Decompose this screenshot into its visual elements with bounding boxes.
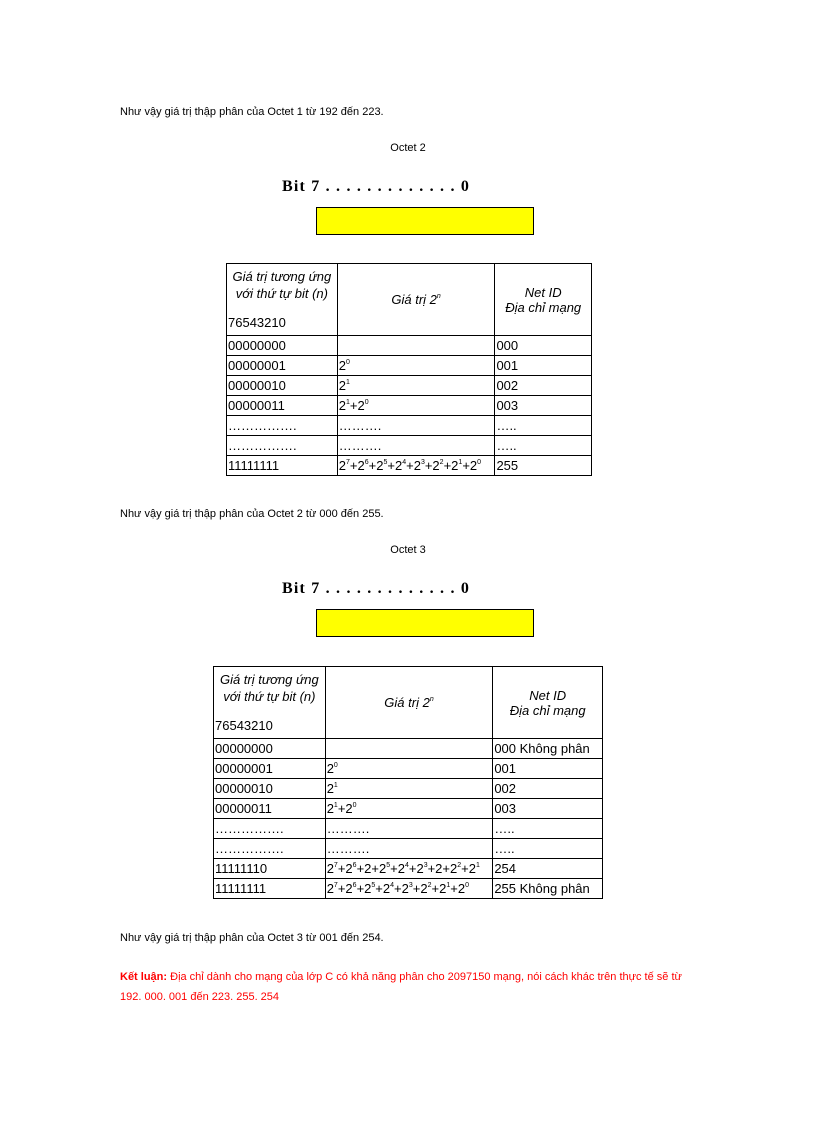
power-value-cell <box>337 336 495 356</box>
power-value-cell: $2^0$ <box>325 759 493 779</box>
net-id-cell: 254 <box>493 859 603 879</box>
bit-pattern-cell: 00000010 <box>214 779 326 799</box>
header-bit-pattern: 76543210 <box>215 718 273 733</box>
octet2-yellow-box <box>316 207 534 235</box>
conclusion <box>120 967 700 1007</box>
net-id-cell: 003 <box>495 396 592 416</box>
net-id-cell: ….. <box>493 819 603 839</box>
octet3-yellow-box <box>316 609 534 637</box>
net-id-cell: 001 <box>495 356 592 376</box>
power-value-cell: $2^1+2^0$ <box>325 799 493 819</box>
table-row <box>214 759 603 779</box>
header-net-id <box>495 264 592 336</box>
bit-pattern-cell: ……………. <box>214 839 326 859</box>
bit-pattern-cell: 00000011 <box>227 396 338 416</box>
net-id-cell: 000 <box>495 336 592 356</box>
table-header-row <box>214 667 603 739</box>
power-value-cell: $2^0$ <box>337 356 495 376</box>
bit-pattern-cell: 00000000 <box>227 336 338 356</box>
header-power-value <box>325 667 493 739</box>
octet2-bit-label: Bit 7 . . . . . . . . . . . . . 0 <box>282 178 471 195</box>
header-power-base: Giá trị 2 <box>384 695 430 710</box>
power-value-cell <box>325 739 493 759</box>
table-row <box>227 456 592 476</box>
bit-pattern-cell: 11111111 <box>214 879 326 899</box>
power-value-cell: ………. <box>325 819 493 839</box>
power-value-cell: $2^1+2^0$ <box>337 396 495 416</box>
power-value-cell: $2^1$ <box>325 779 493 799</box>
header-power-sup: n <box>429 696 434 703</box>
table-row <box>227 356 592 376</box>
net-id-cell: 003 <box>493 799 603 819</box>
table-row <box>227 416 592 436</box>
table-row <box>214 859 603 879</box>
power-value-cell: ………. <box>337 416 495 436</box>
bit-pattern-cell: 00000001 <box>214 759 326 779</box>
table-row <box>227 396 592 416</box>
header-power-value <box>337 264 495 336</box>
net-id-cell: 002 <box>495 376 592 396</box>
power-value-cell: ………. <box>325 839 493 859</box>
table-row <box>214 839 603 859</box>
net-id-cell: 002 <box>493 779 603 799</box>
power-value-cell: $2^7+2^6+2^5+2^4+2^3+2^2+2^1+2^0$ <box>337 456 495 476</box>
table-row <box>214 779 603 799</box>
bit-pattern-cell: ……………. <box>227 416 338 436</box>
octet2-table <box>226 263 592 476</box>
octet2-title: Octet 2 <box>390 142 426 154</box>
conclusion-text: Địa chỉ dành cho mạng của lớp C có khả năng phân cho 2097150 mạng, nói cách khác trên thực tế sẽ từ 192. 000. 001 đến 223. 255. 254 <box>120 971 682 1003</box>
table-row <box>214 799 603 819</box>
header-bit-pattern: 76543210 <box>228 315 286 330</box>
table-row <box>227 376 592 396</box>
paragraph-octet1: Như vậy giá trị thập phân của Octet 1 từ 192 đến 223. <box>120 106 384 118</box>
table-row <box>227 336 592 356</box>
table-header-row <box>227 264 592 336</box>
header-bit-order <box>214 667 326 739</box>
header-net-id-line1: Net ID <box>529 687 567 703</box>
octet3-bit-label: Bit 7 . . . . . . . . . . . . . 0 <box>282 580 471 597</box>
net-id-cell: 001 <box>493 759 603 779</box>
table-row <box>214 819 603 839</box>
header-bit-order-line2: với thứ tự bit (n) <box>223 689 316 704</box>
paragraph-octet2: Như vậy giá trị thập phân của Octet 2 từ 000 đến 255. <box>120 508 384 520</box>
bit-pattern-cell: 11111111 <box>227 456 338 476</box>
power-value-cell: $2^7+2^6+2^5+2^4+2^3+2^2+2^1+2^0$ <box>325 879 493 899</box>
conclusion-label: Kết luận: <box>120 971 168 983</box>
header-power-base: Giá trị 2 <box>391 292 437 307</box>
paragraph-octet3: Như vậy giá trị thập phân của Octet 3 từ 001 đến 254. <box>120 932 384 944</box>
net-id-cell: ….. <box>495 436 592 456</box>
header-power-sup: n <box>436 293 441 300</box>
bit-pattern-cell: 00000001 <box>227 356 338 376</box>
header-net-id-line1: Net ID <box>524 284 562 300</box>
table-row <box>214 739 603 759</box>
net-id-cell: 255 <box>495 456 592 476</box>
header-net-id-line2: Địa chỉ mạng <box>505 299 582 315</box>
table-row <box>214 879 603 899</box>
header-bit-order-line2: với thứ tự bit (n) <box>235 286 328 301</box>
net-id-cell: ….. <box>493 839 603 859</box>
net-id-cell: 000 Không phân <box>493 739 603 759</box>
net-id-cell: 255 Không phân <box>493 879 603 899</box>
net-id-cell: ….. <box>495 416 592 436</box>
power-value-cell: $2^1$ <box>337 376 495 396</box>
header-net-id-line2: Địa chỉ mạng <box>509 702 586 718</box>
octet3-title: Octet 3 <box>390 544 426 556</box>
bit-pattern-cell: 00000010 <box>227 376 338 396</box>
header-net-id <box>493 667 603 739</box>
header-bit-order <box>227 264 338 336</box>
bit-pattern-cell: 00000011 <box>214 799 326 819</box>
bit-pattern-cell: ……………. <box>214 819 326 839</box>
octet3-table <box>213 666 603 899</box>
header-bit-order-line1: Giá trị tương ứng <box>232 269 332 284</box>
table-row <box>227 436 592 456</box>
bit-pattern-cell: 00000000 <box>214 739 326 759</box>
power-value-cell: $2^7+2^6+2+2^5+2^4+2^3+2+2^2+2^1$ <box>325 859 493 879</box>
header-bit-order-line1: Giá trị tương ứng <box>219 672 319 687</box>
power-value-cell: ………. <box>337 436 495 456</box>
bit-pattern-cell: 11111110 <box>214 859 326 879</box>
bit-pattern-cell: ……………. <box>227 436 338 456</box>
